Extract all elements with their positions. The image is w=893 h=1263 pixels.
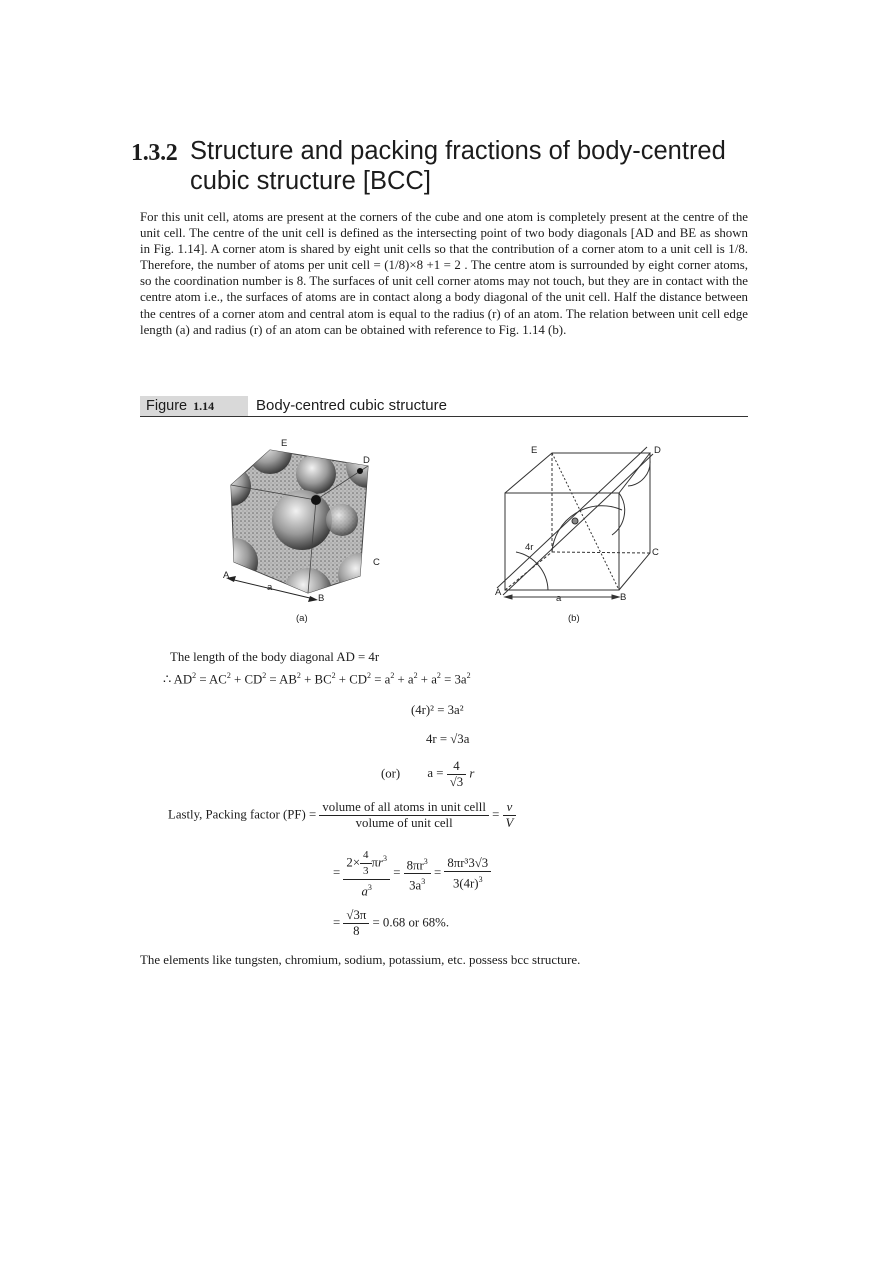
- r-var: r: [469, 766, 475, 781]
- result-numerator: √3π: [343, 908, 369, 924]
- step-num-2: $8\pi r^3$: [404, 854, 431, 874]
- equals-sign: =: [393, 865, 401, 880]
- result-denominator: 8: [353, 924, 360, 938]
- v-small: v: [503, 800, 517, 816]
- fig-b-label-diag: 4r: [525, 542, 534, 553]
- step-fraction-3: [444, 856, 491, 891]
- closing-sentence: The elements like tungsten, chromium, sodium, potassium, etc. possess bcc structure.: [140, 953, 581, 967]
- math-line-1: The length of the body diagonal AD = 4r: [170, 650, 380, 664]
- equals-sign: =: [333, 915, 341, 930]
- fig-b-label-edge: a: [556, 593, 562, 604]
- math-pf-line: [168, 800, 516, 831]
- fig-a-label-edge: a: [267, 582, 273, 593]
- equals-sign: =: [492, 807, 500, 822]
- fig-b-label-d: D: [654, 445, 661, 456]
- fig-a-caption: (a): [296, 613, 308, 624]
- or-text: (or): [381, 766, 401, 781]
- math-line-3: (4r)² = 3a²: [411, 703, 464, 717]
- math-step-line: [333, 848, 491, 899]
- fig-a-label-e: E: [281, 438, 288, 449]
- frac-four: 4: [447, 759, 466, 775]
- fig-a-label-d: D: [363, 455, 370, 466]
- figure-a-cube: [210, 430, 390, 624]
- four-over-root3: [447, 759, 466, 790]
- step-den-2: $3a^3$: [409, 877, 426, 893]
- fig-b-caption: (b): [568, 613, 580, 624]
- figure-number: 1.14: [193, 399, 215, 413]
- section-number: 1.3.2: [131, 140, 178, 166]
- math-line-2: ∴ $AD^2 = AC^2 + CD^2 = AB^2 + BC^2 + CD^2 = a^2 + a^2 + a^2 = 3a^2$: [163, 671, 471, 687]
- equals-sign: =: [333, 865, 341, 880]
- a-equals: a =: [427, 766, 444, 781]
- math-result-line: [333, 908, 449, 939]
- step-num-1: 2× $\frac{4}{3}$ $\pi r^3$: [343, 848, 390, 880]
- body-paragraph: For this unit cell, atoms are present at the corners of the cube and one atom is completely present at the centre of the unit cell. The centre of the unit cell is defined as the intersecting point of two body diagonals [AD and BE as shown in Fig. 1.14]. A corner atom is shared by eight unit cells so that the contribution of a corner atom to a unit cell is 1/8. Therefore, the number of atoms per unit cell = (1/8)×8 +1 = 2 . The centre atom is surrounded by eight corner atoms, so the coordination number is 8. The surfaces of unit cell corner atoms may not touch, but they are in contact with the centre atom i.e., the surfaces of atoms are in contact along a body diagonal of the unit cell. Half the distance between the centres of a corner atom and central atom is equal to the radius (r) of an atom. The relation between unit cell edge length (a) and radius (r) of an atom can be obtained with reference to Fig. 1.14 (b).: [140, 210, 748, 337]
- fig-a-label-b: B: [318, 593, 325, 604]
- figure-title: Body-centred cubic structure: [256, 397, 447, 414]
- step-num-3: 8πr³3√3: [444, 856, 491, 872]
- fig-b-label-e: E: [531, 445, 538, 456]
- step-den-3: $3(4r)^3$: [452, 875, 483, 891]
- fig-a-label-a: A: [223, 570, 230, 581]
- v-over-V: [503, 800, 517, 831]
- pf-fraction: [319, 800, 489, 831]
- pf-label: Lastly, Packing factor (PF) =: [168, 807, 317, 822]
- result-fraction: [343, 908, 369, 939]
- fig-b-label-a: A: [495, 587, 502, 598]
- step-fraction-2: [404, 854, 431, 894]
- math-line-5: [381, 759, 474, 790]
- step-fraction-1: [343, 848, 390, 899]
- math-line-4: 4r = √3a: [426, 732, 470, 746]
- pf-denominator: volume of unit cell: [355, 816, 453, 830]
- therefore-symbol: ∴: [163, 672, 172, 687]
- fig-b-label-c: C: [652, 547, 659, 558]
- step-den-1: $a^3$: [361, 883, 372, 899]
- pf-numerator: volume of all atoms in unit celll: [319, 800, 489, 816]
- frac-root3: √3: [449, 775, 464, 789]
- figure-b-cube: [497, 447, 653, 599]
- v-big: V: [505, 816, 514, 830]
- figure-word: Figure: [146, 398, 188, 414]
- fig-b-label-b: B: [620, 592, 627, 603]
- equals-sign: =: [433, 865, 442, 880]
- section-title: Structure and packing fractions of body-centred cubic structure [BCC]: [190, 137, 726, 195]
- fig-a-label-c: C: [373, 557, 380, 568]
- result-text: = 0.68 or 68%.: [372, 915, 450, 930]
